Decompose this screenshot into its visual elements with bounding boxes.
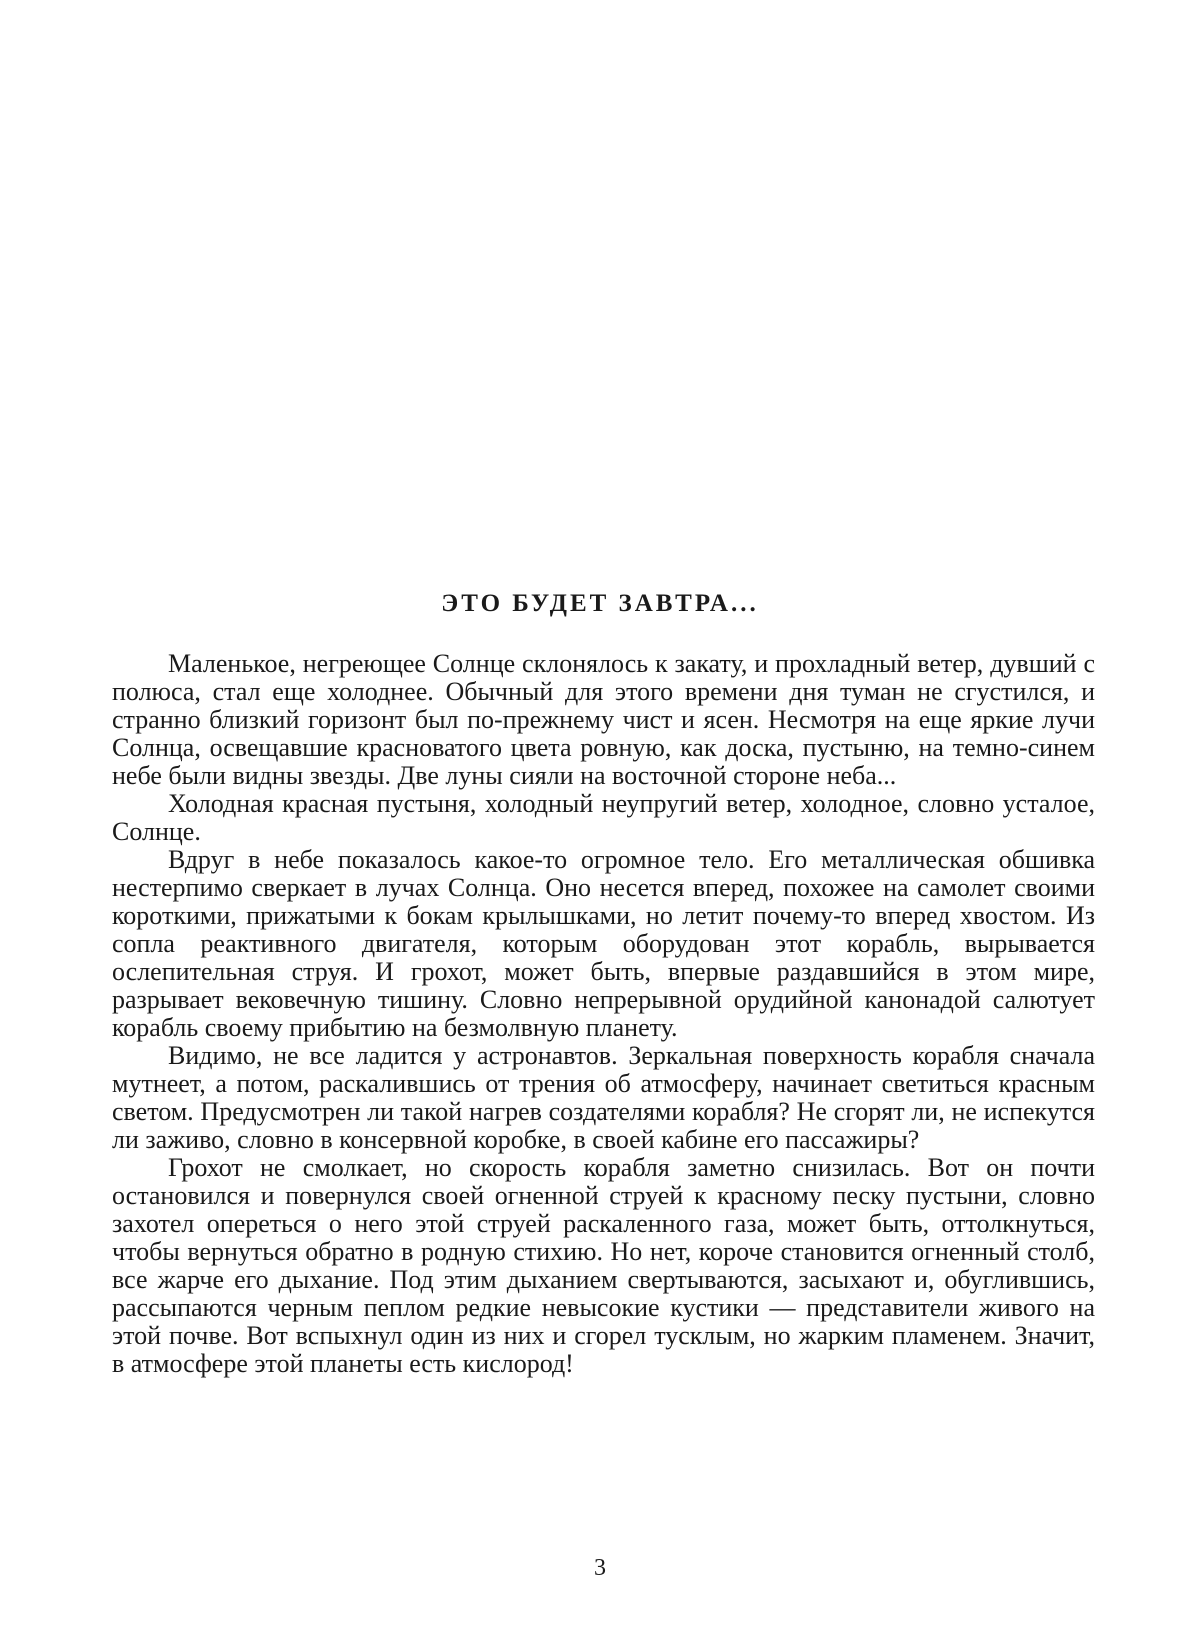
paragraph-5: Грохот не смолкает, но скорость корабля заметно снизилась. Вот он почти остановился и повернулся своей огненной струей к красному песку пустыни, словно захотел опереться о него этой струей раскаленного газа, может быть, оттолкнуться, чтобы вернуться обратно в родную стихию. Но нет, короче становится огненный столб, все жарче его дыхание. Под этим дыханием свертываются, засыхают и, обуглившись, рассыпаются черным пеплом редкие невысокие кустики — представители живого на этой почве. Вот вспыхнул один из них и сгорел тусклым, но жарким пламенем. Значит, в атмосфере этой планеты есть кислород! [112,1153,1095,1378]
chapter-title: ЭТО БУДЕТ ЗАВТРА... [441,590,759,617]
paragraph-1: Маленькое, негреющее Солнце склонялось к закату, и прохладный ветер, дувший с полюса, стал еще холоднее. Обычный для этого времени дня туман не сгустился, и странно близкий горизонт был по-прежнему чист и ясен. Несмотря на еще яркие лучи Солнца, освещавшие красноватого цвета ровную, как доска, пустыню, на темно-синем небе были видны звезды. Две луны сияли на восточной стороне неба... [112,649,1095,790]
paragraph-2: Холодная красная пустыня, холодный неупругий ветер, холодное, словно усталое, Солнце. [112,789,1095,846]
paragraph-3: Вдруг в небе показалось какое-то огромное тело. Его металлическая обшивка нестерпимо сверкает в лучах Солнца. Оно несется вперед, похожее на самолет своими короткими, прижатыми к бокам крылышками, но летит почему-то вперед хвостом. Из сопла реактивного двигателя, которым оборудован этот корабль, вырывается ослепительная струя. И грохот, может быть, впервые раздавшийся в этом мире, разрывает вековечную тишину. Словно непрерывной орудийной канонадой салютует корабль своему прибытию на безмолвную планету. [112,845,1095,1042]
paragraph-4: Видимо, не все ладится у астронавтов. Зеркальная поверхность корабля сначала мутнеет, а потом, раскалившись от трения об атмосферу, начинает светиться красным светом. Предусмотрен ли такой нагрев создателями корабля? Не сгорят ли, не испекутся ли заживо, словно в консервной коробке, в своей кабине его пассажиры? [112,1041,1095,1154]
chapter-body [112,650,1095,1378]
page-number: 3 [594,1555,606,1581]
